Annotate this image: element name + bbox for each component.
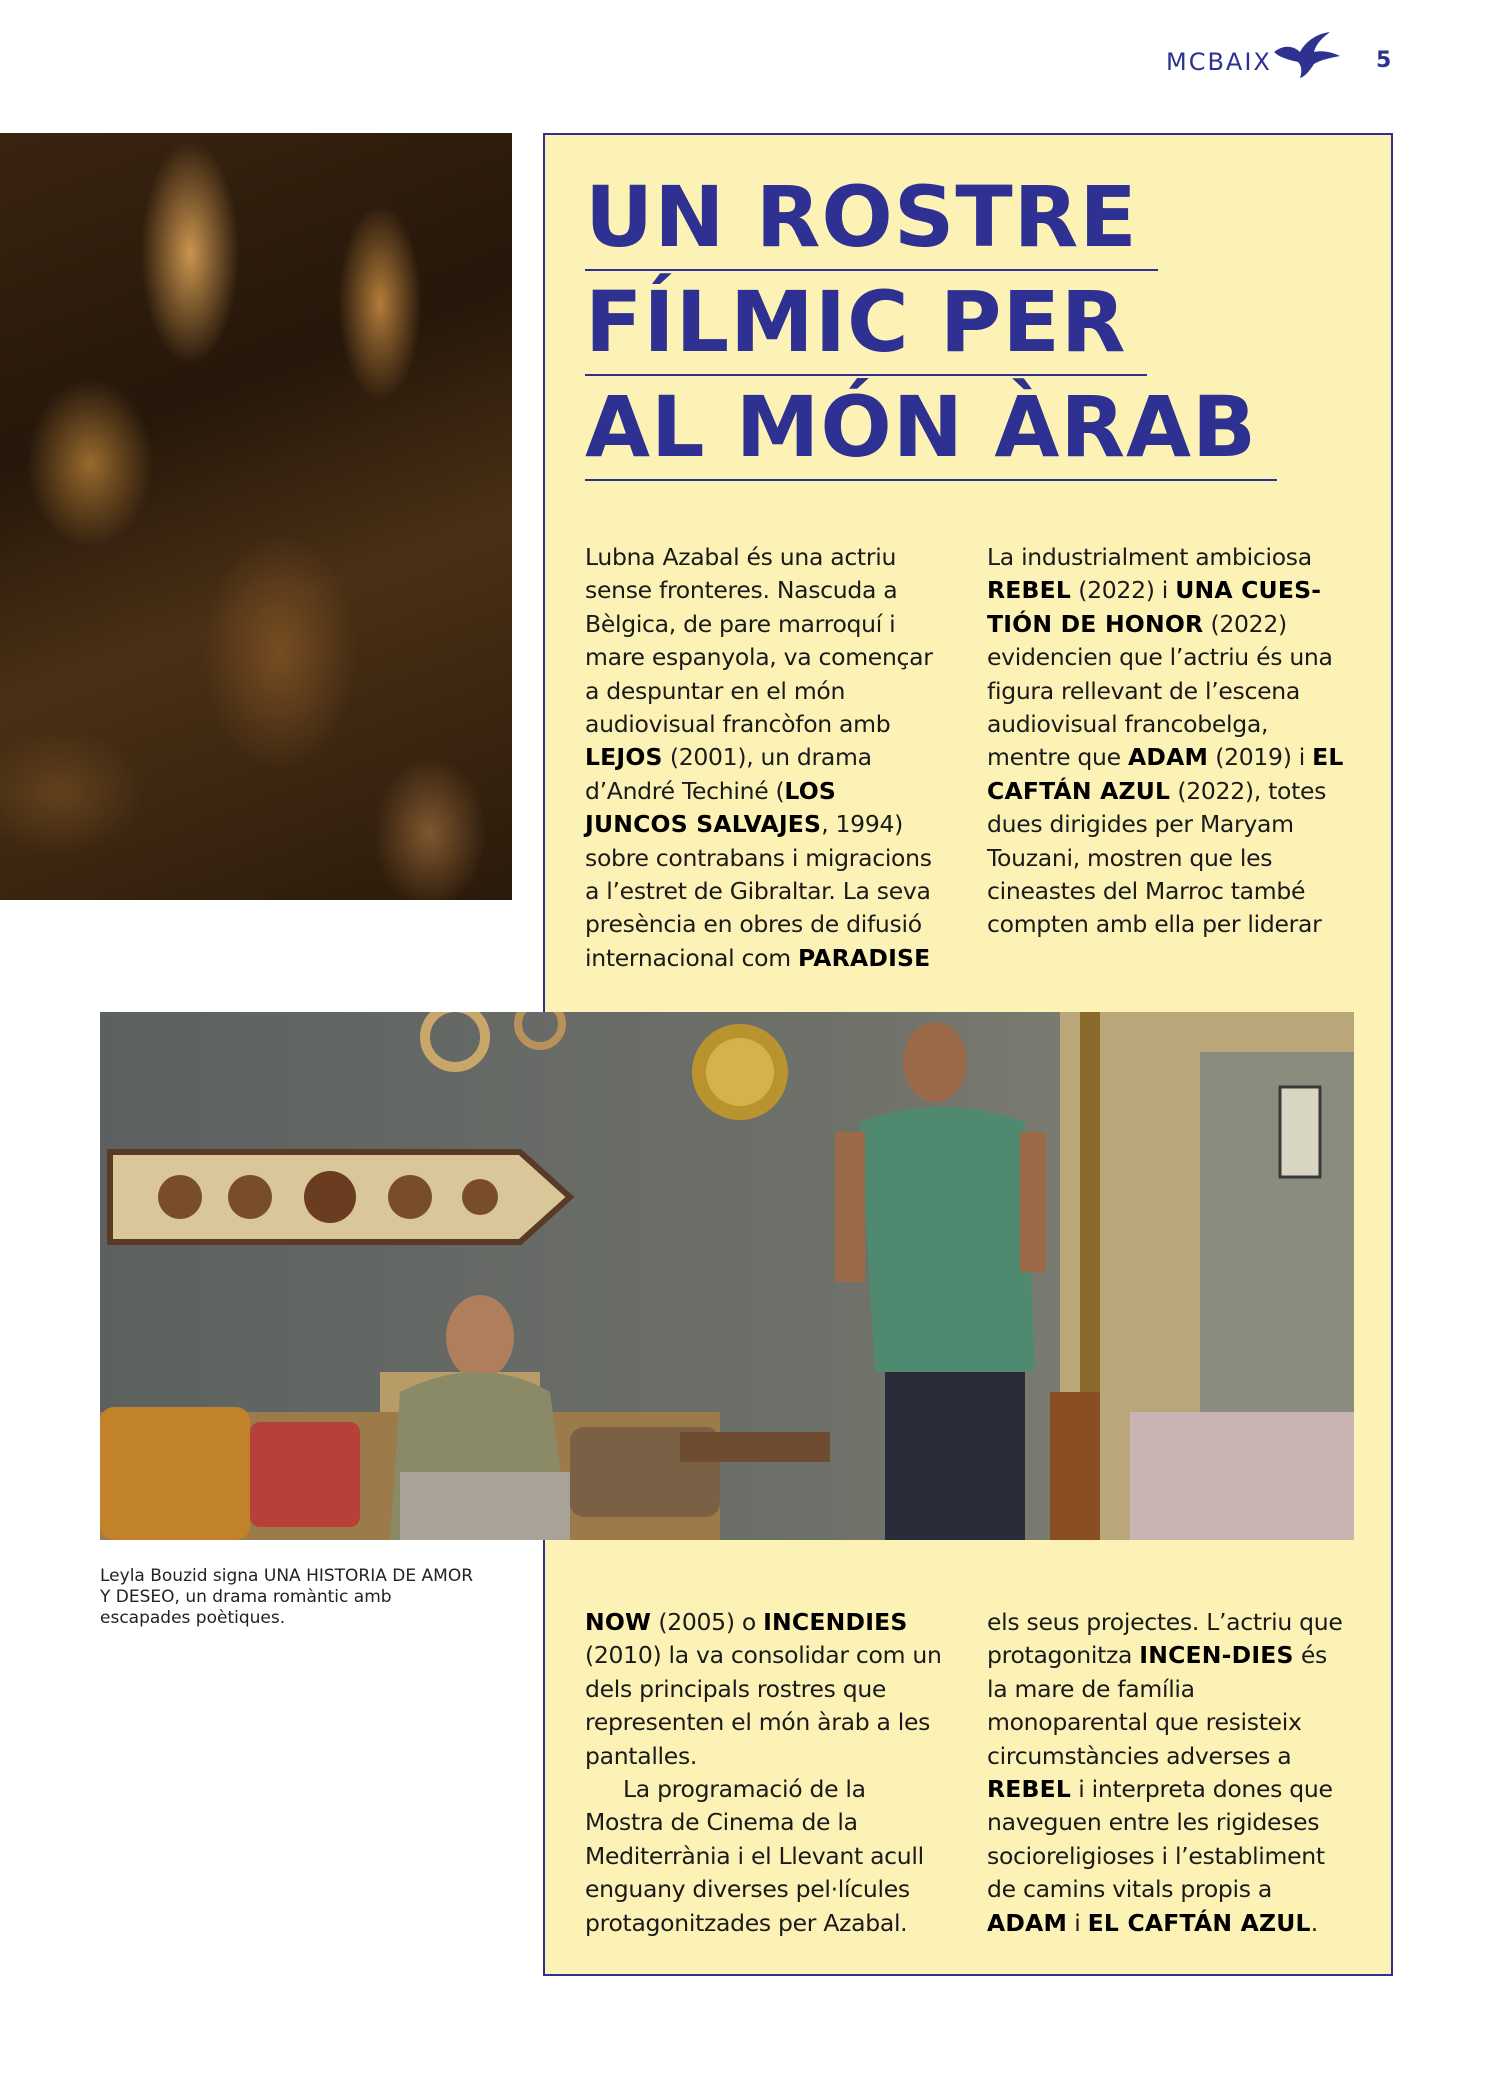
brand-name: MCBAIX xyxy=(1166,48,1272,76)
film-title: LEJOS xyxy=(585,743,663,772)
headline-line: AL MÓN ÀRAB xyxy=(585,376,1277,481)
film-title: REBEL xyxy=(987,1775,1072,1804)
headline xyxy=(585,166,1277,481)
film-title: INCEN-DIES xyxy=(1139,1641,1294,1670)
film-title: LOS JUNCOS SALVAJES xyxy=(585,776,837,839)
film-still-illustration xyxy=(100,1012,1354,1540)
headline-line: UN ROSTRE xyxy=(585,166,1158,271)
body-column-2-bottom xyxy=(987,1606,1349,1940)
body-paragraph: els seus projectes. L’actriu que protagonitza INCEN-DIES és la mare de família monoparental que resisteix circumstàncies adverses a REBEL i interpreta dones que naveguen entre les rigideses socioreligioses i l’establiment de camins vitals propis a ADAM i EL CAFTÁN AZUL. xyxy=(987,1608,1343,1937)
film-title: EL CAFTÁN AZUL xyxy=(987,743,1344,805)
photo-caption: Leyla Bouzid signa UNA HISTORIA DE AMOR Y DESEO, un drama romàntic amb escapades poètiques. xyxy=(100,1566,474,1628)
film-title: REBEL xyxy=(987,576,1072,605)
headline-line: FÍLMIC PER xyxy=(585,271,1147,376)
film-title: EL CAFTÁN AZUL xyxy=(1087,1908,1311,1937)
film-title: ADAM xyxy=(987,1908,1068,1937)
film-title: INCENDIES xyxy=(763,1608,908,1636)
film-title: UNA CUES-TIÓN DE HONOR xyxy=(987,576,1322,638)
body-column-1-bottom xyxy=(585,1606,947,1940)
film-title: ADAM xyxy=(1127,743,1209,772)
bird-icon xyxy=(1270,30,1342,80)
blurred-portrait-photo xyxy=(0,133,512,900)
body-paragraph: NOW (2005) o INCENDIES (2010) la va consolidar com un dels principals rostres que representen el món àrab a les pantalles. xyxy=(585,1608,942,1770)
body-paragraph: Lubna Azabal és una actriu sense fronteres. Nascuda a Bèlgica, de pare marroquí i mare espanyola, va començar a despuntar en el món audiovisual francòfon amb LEJOS (2001), un drama d’André Techiné (LOS JUNCOS SALVAJES, 1994) sobre contrabans i migracions a l’estret de Gibraltar. La seva presència en obres de difusió internacional com PARADISE xyxy=(585,543,933,972)
body-column-1-top xyxy=(585,541,947,975)
body-paragraph: La industrialment ambiciosa REBEL (2022) i UNA CUES-TIÓN DE HONOR (2022) evidencien que l’actriu és una figura rellevant de l’escena audiovisual francobelga, mentre que ADAM (2019) i EL CAFTÁN AZUL (2022), totes dues dirigides per Maryam Touzani, mostren que les cineastes del Marroc també compten amb ella per liderar xyxy=(987,543,1344,939)
page-number: 5 xyxy=(1376,48,1392,73)
film-still-photo xyxy=(100,1012,1354,1540)
body-paragraph: La programació de la Mostra de Cinema de la Mediterrània i el Llevant acull enguany diverses pel·lícules protagonitzades per Azabal. xyxy=(585,1775,924,1937)
body-column-2-top xyxy=(987,541,1349,942)
film-title: NOW xyxy=(585,1608,652,1636)
film-title: PARADISE xyxy=(798,943,931,972)
